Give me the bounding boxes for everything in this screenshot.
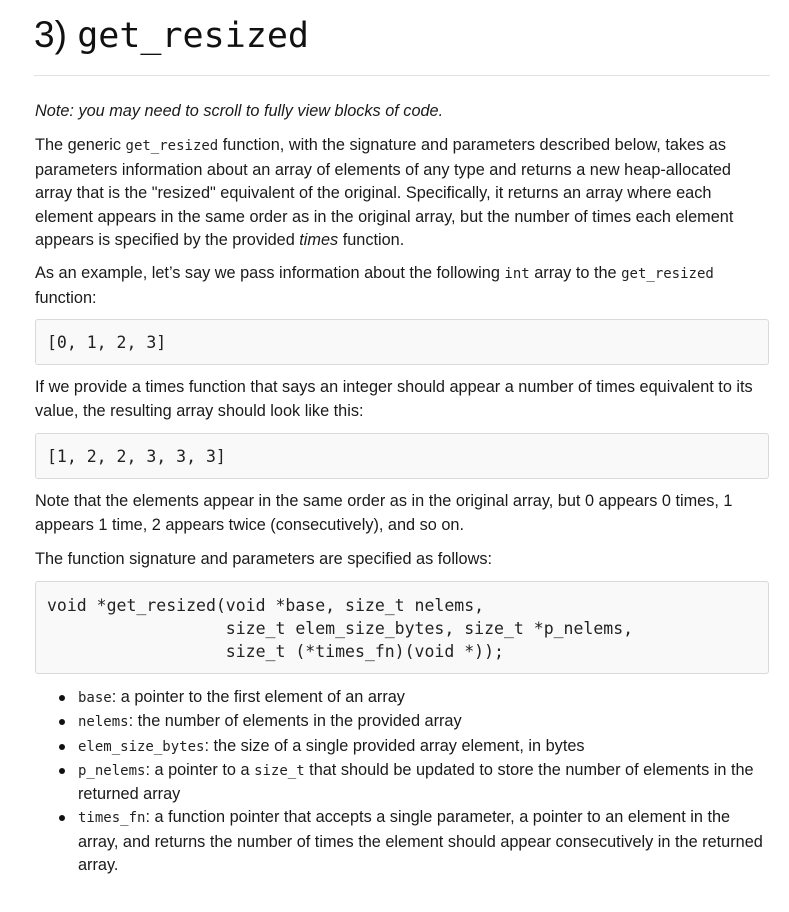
- code-input-text: [0, 1, 2, 3]: [47, 333, 167, 352]
- signature-line: void *get_resized(void *base, size_t nelems,: [47, 596, 485, 615]
- list-item: [35, 735, 775, 759]
- times-paragraph: If we provide a times function that says an integer should appear a number of times equivalent to its value, the resulting array should look like this:: [35, 378, 753, 420]
- param-description: : the number of elements in the provided array: [128, 712, 462, 731]
- title-function-name: get_resized: [77, 16, 309, 56]
- title-divider: [34, 75, 770, 76]
- example-text-2: array to the: [529, 264, 622, 282]
- param-description: : the size of a single provided array element, in bytes: [204, 736, 585, 755]
- code-output-text: [1, 2, 2, 3, 3, 3]: [47, 447, 226, 466]
- bullet-icon: [59, 815, 65, 821]
- bullet-icon: [59, 744, 65, 750]
- example-text-1: As an example, let’s say we pass information about the following: [35, 264, 505, 282]
- list-item: [35, 806, 775, 877]
- example-text-3: function:: [35, 288, 97, 307]
- signature-line: size_t (*times_fn)(void *));: [47, 642, 504, 661]
- intro-paragraph: [35, 134, 771, 253]
- param-description: : a function pointer that accepts a single parameter, a pointer to an element in the array, and returns the number of times the element should appear consecutively in the returned array.: [78, 808, 763, 875]
- intro-italic: times: [299, 231, 339, 249]
- list-item: [35, 686, 775, 710]
- parameter-list: [35, 686, 775, 877]
- inline-code: get_resized: [621, 266, 714, 282]
- signature-intro: The function signature and parameters are specified as follows:: [35, 550, 493, 568]
- intro-text-1: The generic: [35, 136, 126, 154]
- inline-code: size_t: [254, 762, 305, 779]
- order-note-paragraph: Note that the elements appear in the same order as in the original array, but 0 appears 0 times, 1 appears 1 time, 2 appears twice (consecutively), and so on.: [35, 492, 733, 534]
- inline-code: get_resized: [125, 138, 219, 154]
- title-number: 3): [34, 14, 67, 55]
- list-item: [35, 710, 775, 734]
- param-description-prefix: : a pointer to a: [145, 760, 255, 779]
- param-name: nelems: [78, 714, 129, 731]
- param-name: base: [78, 690, 112, 706]
- code-block-output[interactable]: [35, 433, 769, 479]
- page-title: [34, 10, 309, 61]
- param-description: : a pointer to the first element of an array: [111, 688, 405, 706]
- param-name: p_nelems: [78, 762, 146, 779]
- signature-code: [47, 594, 768, 663]
- bullet-icon: [59, 695, 65, 701]
- code-block-input[interactable]: [35, 319, 769, 365]
- scroll-note: Note: you may need to scroll to fully view blocks of code.: [35, 102, 444, 120]
- param-description: that should be updated to store the number of elements in the returned array: [78, 760, 754, 804]
- signature-line: size_t elem_size_bytes, size_t *p_nelems,: [47, 619, 634, 638]
- bullet-icon: [59, 719, 65, 725]
- bullet-icon: [59, 768, 65, 774]
- inline-code: int: [504, 266, 530, 282]
- code-block-signature[interactable]: [35, 581, 769, 674]
- intro-text-3: function.: [338, 231, 405, 249]
- example-paragraph: [35, 262, 771, 310]
- param-name: elem_size_bytes: [78, 738, 205, 755]
- param-name: times_fn: [78, 810, 146, 827]
- list-item: [35, 759, 775, 807]
- intro-text-2: function, with the signature and parameters described below, takes as parameters information about an array of elements of any type and returns a new heap-allocated array that is the "resized" equivalent of the original. Specifically, it returns an array where each element appears in the same order as in the original array, but the number of times each element appears is specified by the provided: [35, 136, 734, 249]
